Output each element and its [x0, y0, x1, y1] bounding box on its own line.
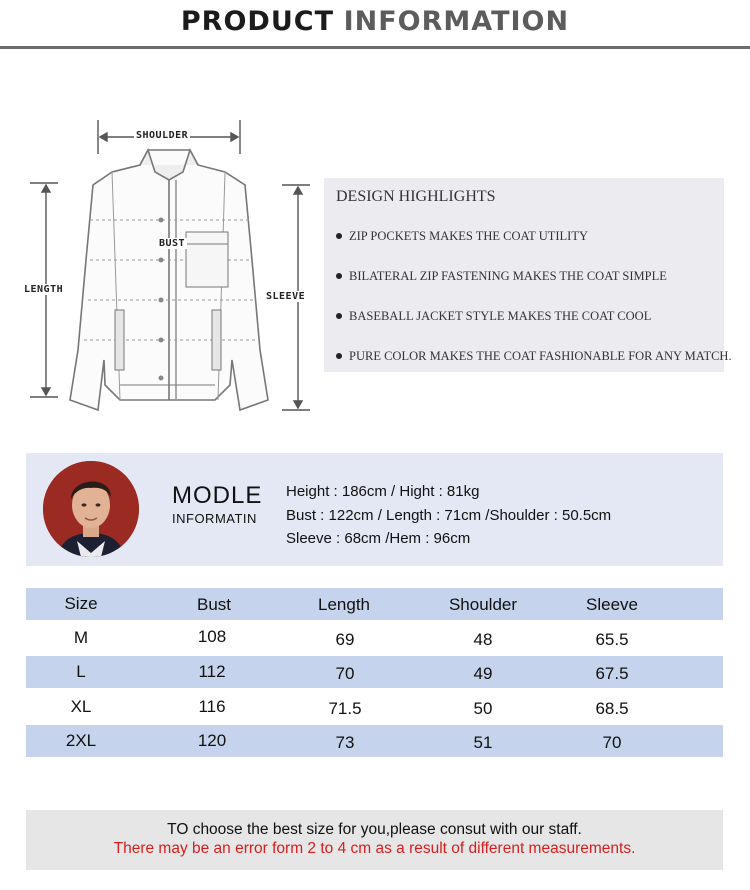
highlight-item — [336, 349, 732, 364]
title-light-word: INFORMATION — [343, 6, 570, 37]
sizing-note-panel — [26, 810, 723, 870]
header-cell-bust: Bust — [196, 595, 232, 614]
cell-sleeve: 68.5 — [595, 699, 629, 718]
measurement-warning-text: There may be an error form 2 to 4 cm as a result of different measurements. — [113, 840, 636, 857]
table-row — [26, 725, 723, 757]
bullet-icon — [336, 233, 342, 239]
highlight-item — [336, 309, 651, 324]
table-row — [26, 691, 723, 723]
header-cell-length: Length — [318, 595, 370, 614]
cell-sleeve: 65.5 — [595, 630, 629, 649]
model-title: MODLE — [172, 482, 263, 509]
highlight-item — [336, 229, 588, 244]
table-row — [26, 621, 723, 653]
highlights-title: DESIGN HIGHLIGHTS — [336, 188, 496, 205]
cell-bust: 116 — [198, 697, 226, 716]
page-header — [0, 0, 750, 58]
bullet-icon — [336, 313, 342, 319]
cell-size: 2XL — [65, 731, 97, 750]
cell-size: XL — [70, 697, 92, 716]
cell-shoulder: 51 — [473, 733, 493, 752]
highlight-text: BILATERAL ZIP FASTENING MAKES THE COAT SIMPLE — [349, 269, 667, 283]
table-row — [26, 656, 723, 688]
highlight-text: PURE COLOR MAKES THE COAT FASHIONABLE FOR ANY MATCH. — [349, 349, 732, 363]
cell-bust: 108 — [197, 627, 227, 646]
model-portrait-icon — [43, 461, 139, 557]
bullet-icon — [336, 353, 342, 359]
cell-length: 70 — [335, 664, 355, 683]
cell-length: 69 — [335, 630, 355, 649]
header-cell-size: Size — [64, 594, 98, 613]
cell-size: M — [73, 628, 89, 647]
cell-sleeve: 70 — [602, 733, 622, 752]
jacket-illustration — [20, 110, 320, 420]
header-cell-shoulder: Shoulder — [448, 595, 518, 614]
bullet-icon — [336, 273, 342, 279]
cell-shoulder: 50 — [473, 699, 493, 718]
sleeve-label: SLEEVE — [266, 291, 306, 302]
cell-bust: 112 — [198, 662, 226, 681]
model-info-panel — [26, 453, 723, 566]
highlight-text: ZIP POCKETS MAKES THE COAT UTILITY — [349, 229, 589, 243]
shoulder-label: SHOULDER — [136, 130, 189, 141]
model-detail-line: Bust : 122cm / Length : 71cm /Shoulder : 50.5cm — [286, 507, 612, 524]
header-divider — [0, 46, 750, 49]
sizing-advice-text: TO choose the best size for you,please consut with our staff. — [167, 821, 582, 838]
length-label: LENGTH — [24, 284, 64, 295]
cell-sleeve: 67.5 — [595, 664, 629, 683]
design-highlights-panel — [324, 178, 732, 372]
cell-size: L — [76, 662, 86, 681]
bust-label: BUST — [159, 238, 186, 249]
title-strong-word: PRODUCT — [180, 6, 334, 37]
highlight-item — [336, 269, 667, 284]
model-avatar — [43, 461, 139, 557]
table-header-row — [26, 588, 723, 620]
cell-bust: 120 — [197, 731, 227, 750]
model-subtitle: INFORMATIN — [172, 511, 257, 526]
cell-length: 71.5 — [328, 699, 362, 718]
highlight-text: BASEBALL JACKET STYLE MAKES THE COAT COOL — [349, 309, 652, 323]
cell-length: 73 — [335, 733, 355, 752]
cell-shoulder: 48 — [473, 630, 493, 649]
cell-shoulder: 49 — [473, 664, 493, 683]
model-detail-line: Height : 186cm / Hight : 81kg — [286, 483, 480, 500]
header-cell-sleeve: Sleeve — [586, 595, 638, 614]
page-title — [0, 6, 750, 37]
jacket-measurement-diagram — [20, 110, 320, 420]
model-detail-line: Sleeve : 68cm /Hem : 96cm — [286, 530, 471, 547]
